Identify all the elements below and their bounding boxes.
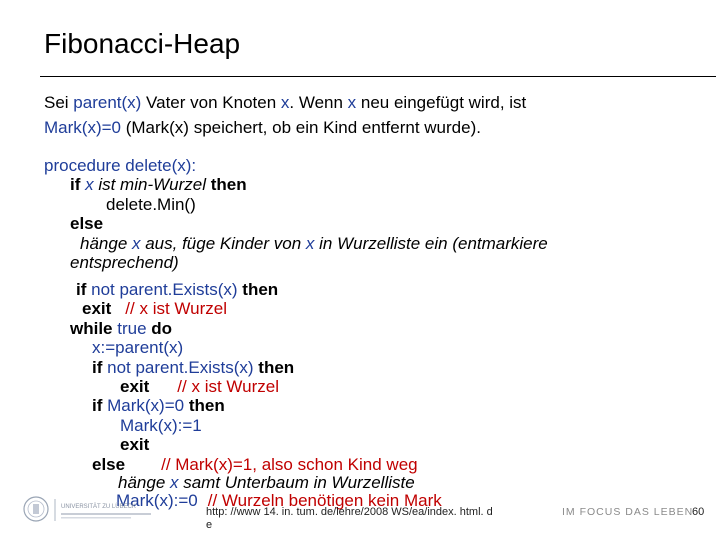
keyword-if: if xyxy=(70,175,86,195)
comment: // x ist Wurzel xyxy=(177,377,279,396)
code-line-12 xyxy=(120,377,279,396)
call-deletemin: delete.Min() xyxy=(106,194,196,214)
code-line-15 xyxy=(120,435,149,454)
intro-line-2 xyxy=(44,115,526,140)
footer-url-line-1: http: //www 14. in. tum. de/lehre/2008 WS/ea/index. html. d xyxy=(206,506,493,518)
keyword-then: then xyxy=(184,396,225,416)
condition-not-parent-exists: not parent.Exists(x) xyxy=(107,357,254,377)
university-name: UNIVERSITÄT ZU LÜBECK xyxy=(61,504,136,510)
var-x: x xyxy=(347,93,357,112)
slide-title: Fibonacci-Heap xyxy=(44,28,241,59)
keyword-else: else xyxy=(70,214,104,234)
parent-term: parent(x) xyxy=(73,93,142,112)
code-line-14 xyxy=(120,416,202,435)
code-line-1 xyxy=(44,156,196,175)
code-line-7 xyxy=(76,280,278,299)
var-x: x xyxy=(85,175,94,195)
mark-term: Mark(x)=0 xyxy=(44,118,121,137)
code-text: aus, füge Kinder von xyxy=(140,233,306,253)
keyword-exit: exit xyxy=(120,435,150,455)
seal-icon xyxy=(22,494,172,524)
university-logo xyxy=(22,494,172,524)
code-line-6 xyxy=(70,253,179,272)
code-line-8 xyxy=(82,299,227,318)
condition-mark-zero: Mark(x)=0 xyxy=(107,396,185,416)
keyword-if: if xyxy=(76,280,92,299)
intro-text-span: neu eingefügt wird, ist xyxy=(356,93,527,112)
code-line-16 xyxy=(92,455,418,474)
code-line-13 xyxy=(92,396,225,415)
page-number: 60 xyxy=(692,506,705,518)
keyword-then: then xyxy=(237,280,279,299)
code-text: entsprechend) xyxy=(70,253,179,272)
keyword-exit: exit xyxy=(120,377,150,396)
keyword-if: if xyxy=(92,396,108,416)
footer-url-line-2: e xyxy=(206,519,213,531)
var-x: x xyxy=(170,472,179,492)
code-line-3 xyxy=(106,195,196,214)
code-line-4 xyxy=(70,214,103,233)
code-line-9 xyxy=(70,319,172,338)
keyword-if: if xyxy=(92,357,108,377)
assign-parent: x:=parent(x) xyxy=(92,338,184,358)
intro-text xyxy=(44,90,526,140)
keyword-exit: exit xyxy=(82,299,112,319)
keyword-procedure: procedure xyxy=(44,156,121,175)
assign-mark-one: Mark(x):=1 xyxy=(120,415,202,435)
code-line-10 xyxy=(92,338,183,357)
code-line-11 xyxy=(92,358,294,377)
procedure-signature: delete(x): xyxy=(120,156,197,175)
keyword-while: while xyxy=(70,318,118,338)
intro-text-span: (Mark(x) speichert, ob ein Kind entfernt wurde). xyxy=(120,118,481,137)
var-x: x xyxy=(132,233,141,253)
footer-motto: IM FOCUS DAS LEBEN xyxy=(562,506,694,518)
condition-not-parent-exists: not parent.Exists(x) xyxy=(91,280,238,299)
code-text: in Wurzelliste ein (entmarkiere xyxy=(314,233,548,253)
literal-true: true xyxy=(117,318,147,338)
var-x: x xyxy=(305,233,315,253)
intro-text-span: Sei xyxy=(44,93,74,112)
condition-text: ist min-Wurzel xyxy=(93,175,207,195)
intro-line-1 xyxy=(44,90,526,115)
code-line-2 xyxy=(70,175,247,194)
keyword-else: else xyxy=(92,454,126,474)
code-text: samt Unterbaum in Wurzelliste xyxy=(178,472,415,492)
comment: // x ist Wurzel xyxy=(125,299,227,319)
comment: // Wurzeln benötigen kein Mark xyxy=(207,490,442,510)
code-text: hänge xyxy=(118,472,170,492)
footer-url xyxy=(206,506,506,532)
code-text: hänge xyxy=(80,233,132,253)
intro-text-span: . Wenn xyxy=(289,93,348,112)
code-line-5 xyxy=(80,234,548,253)
keyword-then: then xyxy=(253,357,295,377)
keyword-do: do xyxy=(146,318,173,338)
title-underline xyxy=(40,76,716,77)
assign-mark-zero: Mark(x):=0 xyxy=(116,490,198,510)
intro-text-span: Vater von Knoten xyxy=(141,93,281,112)
var-x: x xyxy=(280,93,290,112)
comment: // Mark(x)=1, also schon Kind weg xyxy=(161,454,418,474)
keyword-then: then xyxy=(206,175,247,195)
code-line-17 xyxy=(118,473,415,492)
